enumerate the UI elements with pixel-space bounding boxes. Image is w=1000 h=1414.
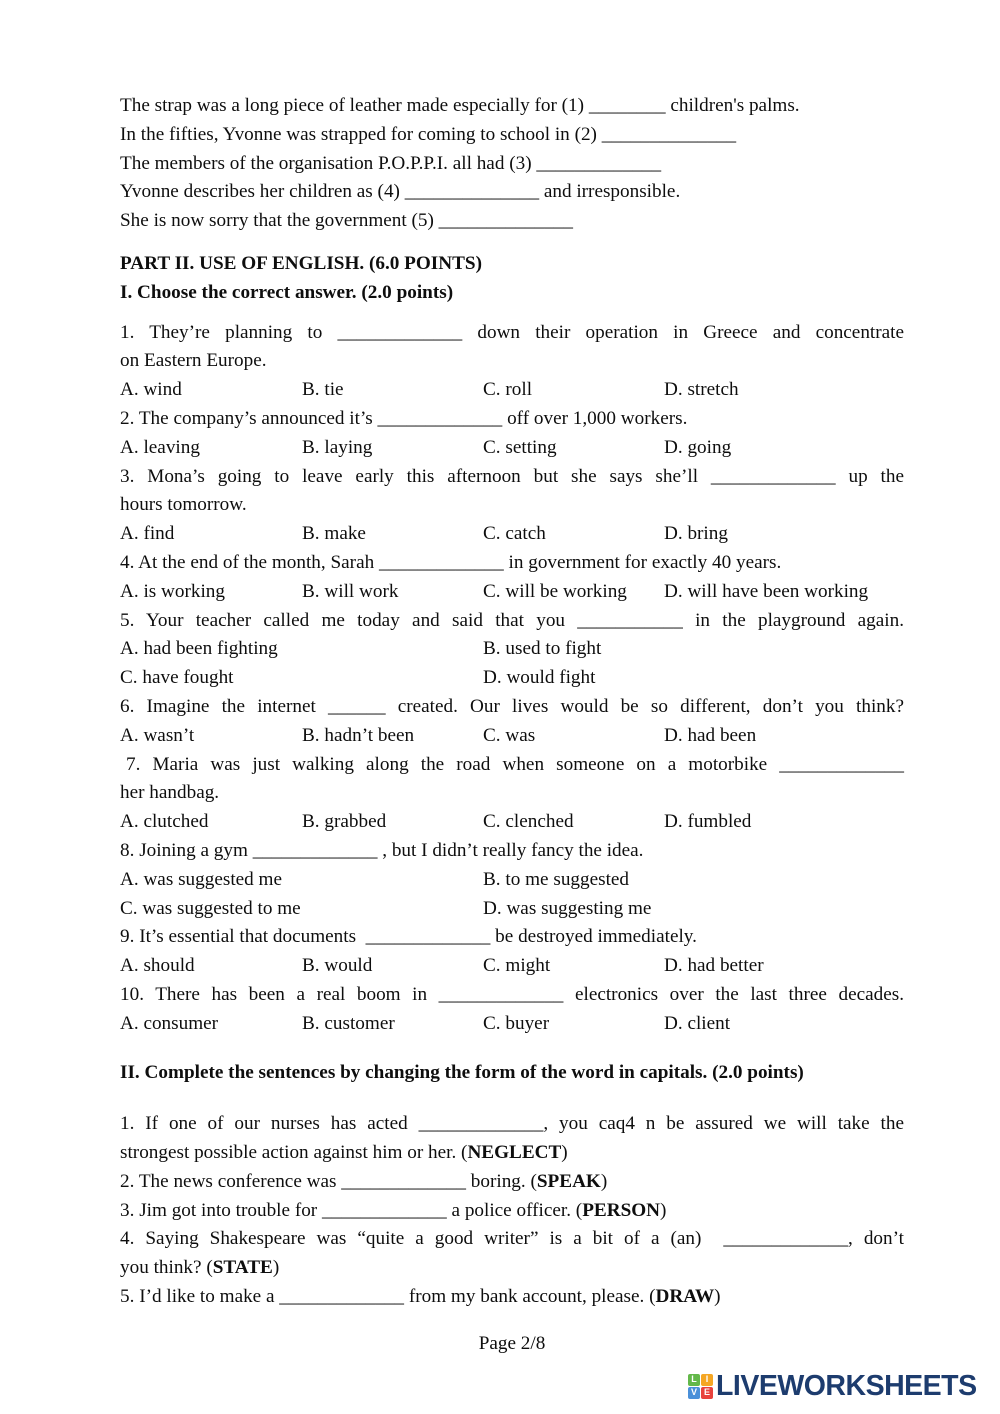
logo-square-i: I — [701, 1374, 713, 1386]
wordform-line — [120, 1197, 904, 1226]
wordform-text: ) — [272, 1257, 280, 1279]
keyword: PERSON — [582, 1199, 661, 1221]
option: C. have fought — [120, 667, 234, 689]
question-9 — [120, 923, 904, 981]
wordform-item-3 — [120, 1197, 904, 1226]
option: C. will be working — [483, 580, 627, 602]
option: A. leaving — [120, 436, 200, 458]
option: B. laying — [302, 436, 373, 458]
wordform-item-1 — [120, 1110, 904, 1168]
option: D. was suggesting me — [483, 897, 652, 919]
option: B. grabbed — [302, 811, 387, 833]
wordform-text: 2. The news conference was _____________ boring. ( — [120, 1170, 537, 1192]
question-3 — [120, 463, 904, 549]
section2-heading: II. Complete the sentences by changing the form of the word in capitals. (2.0 points) — [120, 1061, 804, 1083]
option: D. client — [664, 1012, 731, 1034]
option: A. wind — [120, 379, 182, 401]
option: D. bring — [664, 523, 728, 545]
question-line: 3. Mona’s going to leave early this afternoon but she says she’ll _____________ up the — [120, 465, 904, 487]
question-line: 1. They’re planning to _____________ down their operation in Greece and concentrate — [120, 321, 904, 343]
option: B. to me suggested — [483, 868, 630, 890]
question-line: 6. Imagine the internet ______ created. Our lives would be so different, don’t you think? — [120, 695, 904, 717]
question-4 — [120, 549, 904, 607]
question-6 — [120, 693, 904, 751]
part2-heading: PART II. USE OF ENGLISH. (6.0 POINTS) — [120, 252, 482, 274]
option: C. setting — [483, 436, 557, 458]
option: A. consumer — [120, 1012, 219, 1034]
question-8 — [120, 837, 904, 923]
wordform-line — [120, 1283, 904, 1312]
liveworksheets-wordmark: LIVEWORKSHEETS — [716, 1370, 977, 1402]
wordform-text: 1. If one of our nurses has acted _____________, you caq4 n be assured we will take the — [120, 1113, 904, 1135]
options-row — [120, 722, 904, 751]
option: A. had been fighting — [120, 638, 278, 660]
options-row — [120, 808, 904, 837]
section1-heading: I. Choose the correct answer. (2.0 points) — [120, 281, 454, 303]
options-row — [120, 376, 904, 405]
wordform-line — [120, 1168, 904, 1197]
option: A. should — [120, 955, 195, 977]
option: C. might — [483, 955, 551, 977]
wordform-line — [120, 1110, 904, 1139]
wordform-line — [120, 1254, 904, 1283]
question-line: 2. The company’s announced it’s _____________ off over 1,000 workers. — [120, 407, 688, 429]
wordform-text: you think? ( — [120, 1257, 213, 1279]
option: D. had been — [664, 724, 757, 746]
option: A. was suggested me — [120, 868, 282, 890]
option: A. find — [120, 523, 175, 545]
wordform-text: 5. I’d like to make a _____________ from my bank account, please. ( — [120, 1286, 656, 1308]
logo-square-v: V — [688, 1387, 700, 1399]
question-line: 7. Maria was just walking along the road when someone on a motorbike _____________ — [126, 753, 904, 775]
logo-square-l: L — [688, 1374, 700, 1386]
question-7 — [120, 751, 904, 837]
options-grid — [120, 635, 904, 693]
options-row — [120, 952, 904, 981]
question-10 — [120, 981, 904, 1039]
wordform-text: 4. Saying Shakespeare was “quite a good writer” is a bit of a (an) _____________, don’t — [120, 1228, 904, 1250]
option: B. customer — [302, 1012, 395, 1034]
page-number: Page 2/8 — [478, 1332, 546, 1354]
wordform-text: 3. Jim got into trouble for _____________ a police officer. ( — [120, 1199, 583, 1221]
option: A. wasn’t — [120, 724, 195, 746]
question-line: 4. At the end of the month, Sarah _____________ in government for exactly 40 years. — [120, 551, 782, 573]
question-line: 8. Joining a gym _____________ , but I didn’t really fancy the idea. — [120, 839, 644, 861]
question-line: hours tomorrow. — [120, 494, 247, 516]
gapfill-recap — [120, 92, 904, 236]
recap-line: The members of the organisation P.O.P.P.I. all had (3) _____________ — [120, 152, 662, 174]
option: D. stretch — [664, 379, 739, 401]
options-row — [120, 434, 904, 463]
keyword: STATE — [212, 1257, 273, 1279]
option: D. would fight — [483, 667, 596, 689]
option: C. was — [483, 724, 536, 746]
question-line: 9. It’s essential that documents _____________ be destroyed immediately. — [120, 926, 697, 948]
option: C. catch — [483, 523, 546, 545]
option: C. clenched — [483, 811, 574, 833]
wordform-text: ) — [600, 1170, 608, 1192]
liveworksheets-logo-icon — [688, 1374, 713, 1399]
options-row — [120, 1010, 904, 1039]
option: C. roll — [483, 379, 533, 401]
recap-line: Yvonne describes her children as (4) ______________ and irresponsible. — [120, 181, 681, 203]
wordform-text: ) — [660, 1199, 667, 1221]
options-row — [120, 520, 904, 549]
wordform-text: ) — [714, 1286, 721, 1308]
question-line: her handbag. — [120, 782, 220, 804]
wordform-text: strongest possible action against him or her. ( — [120, 1142, 468, 1164]
section1-questions — [120, 319, 904, 1039]
keyword: DRAW — [655, 1286, 715, 1308]
option: B. will work — [302, 580, 399, 602]
question-line: on Eastern Europe. — [120, 350, 267, 372]
options-grid — [120, 866, 904, 924]
wordform-item-2 — [120, 1168, 904, 1197]
option: D. going — [664, 436, 732, 458]
option: C. was suggested to me — [120, 897, 301, 919]
option: D. will have been working — [664, 580, 869, 602]
keyword: SPEAK — [536, 1170, 601, 1192]
liveworksheets-logo[interactable] — [688, 1370, 977, 1402]
option: B. tie — [302, 379, 344, 401]
recap-line: The strap was a long piece of leather made especially for (1) ________ children's palms. — [120, 95, 800, 116]
option: B. used to fight — [483, 638, 602, 660]
question-2 — [120, 405, 904, 463]
option: B. would — [302, 955, 373, 977]
question-line: 10. There has been a real boom in _____________ electronics over the last three decades. — [120, 983, 904, 1005]
question-line: 5. Your teacher called me today and said that you ___________ in the playground again. — [120, 609, 904, 631]
recap-line: She is now sorry that the government (5) ______________ — [120, 210, 573, 232]
wordform-line — [120, 1225, 904, 1254]
option: D. had better — [664, 955, 764, 977]
section2-items — [120, 1110, 904, 1312]
wordform-item-5 — [120, 1283, 904, 1312]
worksheet-page — [120, 92, 904, 1359]
question-5 — [120, 607, 904, 693]
option: C. buyer — [483, 1012, 550, 1034]
wordform-line — [120, 1139, 904, 1168]
options-row — [120, 578, 904, 607]
question-1 — [120, 319, 904, 405]
option: A. is working — [120, 580, 225, 602]
wordform-item-4 — [120, 1225, 904, 1283]
option: D. fumbled — [664, 811, 752, 833]
option: A. clutched — [120, 811, 209, 833]
wordform-text: ) — [561, 1142, 568, 1164]
keyword: NEGLECT — [467, 1142, 562, 1164]
option: B. hadn’t been — [302, 724, 415, 746]
option: B. make — [302, 523, 366, 545]
recap-line: In the fifties, Yvonne was strapped for coming to school in (2) ______________ — [120, 123, 737, 145]
logo-square-e: E — [701, 1387, 713, 1399]
